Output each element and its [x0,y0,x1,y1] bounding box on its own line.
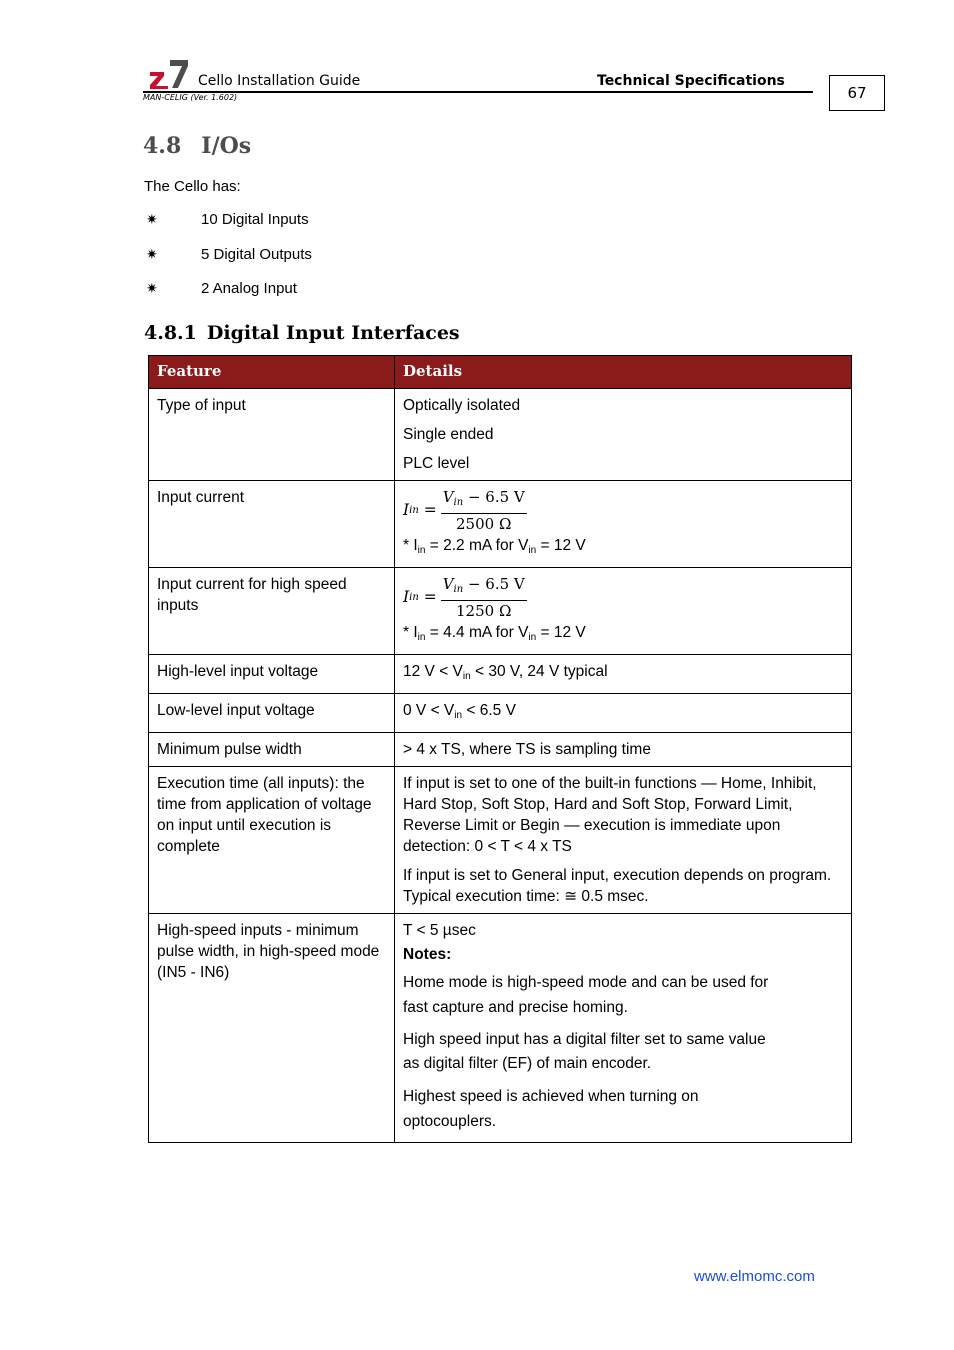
manual-code: MAN-CELIG (Ver. 1.602) [143,93,238,102]
high-speed-current-formula: I in = $\frac{V_{in} - 6.5 V}{1250 \Omega}$ [403,574,525,620]
table-row [149,655,852,694]
details-cell: 0 V < Vin < 6.5 V [395,694,852,733]
table-row [149,914,852,1143]
details-cell: If input is set to one of the built-in functions — Home, Inhibit, Hard Stop, Soft Stop, Hard and Soft Stop, Forward Limit, Reverse Limit or Begin — execution is immediate upon detection: 0 < T < 4 x TS If input is set to General input, execution depends on program. Typical execution time: ≅ 0.5 msec. [395,767,852,914]
input-current-note: * Iin = 2.2 mA for Vin = 12 V [403,537,586,556]
digital-input-table [148,355,852,1143]
asterisk-bullet-icon: ✷ [146,246,158,262]
feature-cell: Type of input [149,389,395,481]
elmo-logo [148,58,190,90]
website-link[interactable]: www.elmomc.com [694,1268,815,1285]
header-rule [143,91,813,93]
subsection-heading [144,322,460,344]
high-speed-current-note: * Iin = 4.4 mA for Vin = 12 V [403,624,586,643]
header-section-name: Technical Specifications [597,73,785,89]
column-header-details: Details [395,356,852,389]
feature-cell: Input current [149,481,395,568]
feature-cell: Input current for high speed inputs [149,568,395,655]
feature-cell: High-level input voltage [149,655,395,694]
details-cell [395,568,852,655]
table-row [149,568,852,655]
asterisk-bullet-icon: ✷ [146,280,158,296]
asterisk-bullet-icon: ✷ [146,211,158,227]
feature-cell: Execution time (all inputs): the time from application of voltage on input until execution is complete [149,767,395,914]
table-row [149,767,852,914]
document-title: Cello Installation Guide [198,73,361,89]
feature-cell: High-speed inputs - minimum pulse width, in high-speed mode (IN5 - IN6) [149,914,395,1143]
section-title: I/Os [201,133,252,159]
elmo-logo-icon [148,58,190,90]
table-header-row [149,356,852,389]
subsection-title: Digital Input Interfaces [206,322,460,344]
intro-text: The Cello has: [144,178,241,195]
table-row [149,694,852,733]
list-item: ✷ 2 Analog Input [146,280,297,297]
table-row [149,733,852,767]
subsection-number: 4.8.1 [144,322,197,344]
table-row [149,389,852,481]
section-number: 4.8 [143,133,182,159]
notes-label: Notes: [403,946,452,963]
page-number: 67 [829,75,885,111]
details-cell: T < 5 µsec Notes: Home mode is high-speed mode and can be used for fast capture and precise homing. High speed input has a digital filter set to same value as digital filter (EF) of main encoder. Highest speed is achieved when turning on optocouplers. [395,914,852,1143]
details-cell: 12 V < Vin < 30 V, 24 V typical [395,655,852,694]
feature-cell: Minimum pulse width [149,733,395,767]
input-current-formula: I in = $\frac{V_{in} - 6.5 V}{2500 \Omega}$ [403,487,525,533]
list-item: ✷ 5 Digital Outputs [146,246,312,263]
table-row [149,481,852,568]
details-cell: > 4 x TS, where TS is sampling time [395,733,852,767]
feature-cell: Low-level input voltage [149,694,395,733]
section-heading [143,133,251,159]
details-cell [395,481,852,568]
list-item: ✷ 10 Digital Inputs [146,211,309,228]
details-cell: Optically isolated Single ended PLC level [395,389,852,481]
column-header-feature: Feature [149,356,395,389]
